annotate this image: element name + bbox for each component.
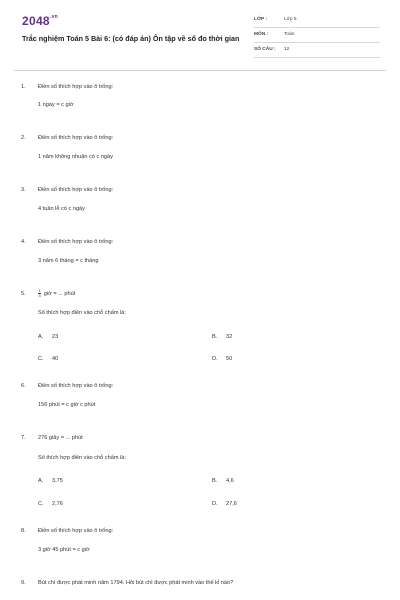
- question-text: Điền số thích hợp vào ô trống:: [38, 135, 114, 141]
- option-letter: D.: [212, 501, 218, 507]
- question-text: Điền số thích hợp vào ô trống:: [38, 528, 114, 534]
- document-title: Trắc nghiệm Toán 5 Bài 6: (có đáp án) Ôn tập về số đo thời gian: [22, 34, 240, 43]
- question-line: 4 tuần lễ có c ngày: [38, 206, 85, 212]
- question-number: 7.: [21, 435, 26, 441]
- option-value: 3,75: [52, 478, 63, 484]
- question-line: 1 năm không nhuận có c ngày: [38, 154, 113, 160]
- question-subtext: Số thích hợp điền vào chỗ chấm là:: [38, 455, 126, 461]
- option-b[interactable]: [212, 478, 234, 484]
- option-value: 2,76: [52, 501, 63, 507]
- meta-label: MÔN :: [254, 32, 269, 37]
- question-text: Điền số thích hợp vào ô trống:: [38, 239, 114, 245]
- question-text: 276 giây = ... phút: [38, 435, 83, 441]
- option-letter: A.: [38, 334, 44, 340]
- question-line: 1 ngày = c giờ: [38, 102, 74, 108]
- fraction: [38, 289, 41, 298]
- option-letter: A.: [38, 478, 44, 484]
- option-a[interactable]: [38, 478, 63, 484]
- question-number: 8.: [21, 528, 26, 534]
- option-letter: B.: [212, 334, 218, 340]
- option-letter: D.: [212, 356, 218, 362]
- question-subtext: Số thích hợp điền vào chỗ chấm là:: [38, 310, 126, 316]
- fraction-denominator: 4: [38, 293, 41, 298]
- question-number: 4.: [21, 239, 26, 245]
- logo-suffix: .vn: [49, 14, 59, 20]
- question-line: 3 năm 6 tháng = c tháng: [38, 258, 99, 264]
- worksheet-header: [0, 0, 400, 66]
- question-number: 3.: [21, 187, 26, 193]
- option-letter: C.: [38, 356, 44, 362]
- question-number: 9.: [21, 580, 26, 586]
- meta-value: Lớp 5: [284, 17, 297, 22]
- meta-value: Toán: [284, 32, 295, 37]
- option-value: 4,6: [226, 478, 234, 484]
- option-a[interactable]: [38, 334, 58, 340]
- question-number: 2.: [21, 135, 26, 141]
- option-letter: C.: [38, 501, 44, 507]
- option-value: 27,6: [226, 501, 237, 507]
- question-text-after-fraction: giờ = ... phút: [43, 290, 76, 297]
- header-divider: [14, 70, 386, 71]
- option-c[interactable]: [38, 356, 58, 362]
- option-d[interactable]: [212, 501, 237, 507]
- option-value: 50: [226, 356, 233, 362]
- question-text: [38, 289, 75, 298]
- option-value: 23: [52, 334, 59, 340]
- question-line: 3 giờ 45 phút = c giờ: [38, 547, 90, 553]
- option-letter: B.: [212, 478, 218, 484]
- question-text: Điền số thích hợp vào ô trống:: [38, 84, 114, 90]
- meta-row-subject: [254, 30, 380, 43]
- question-number: 1.: [21, 84, 26, 90]
- site-logo[interactable]: [22, 14, 58, 28]
- question-number: 5.: [21, 291, 26, 297]
- logo-text: 2048: [22, 14, 50, 28]
- meta-row-count: [254, 45, 380, 58]
- question-line: 156 phút = c giờ c phút: [38, 402, 96, 408]
- question-number: 6.: [21, 383, 26, 389]
- option-c[interactable]: [38, 501, 63, 507]
- option-d[interactable]: [212, 356, 232, 362]
- question-text: Điền số thích hợp vào ô trống:: [38, 187, 114, 193]
- fraction-numerator: 1: [38, 288, 41, 293]
- option-b[interactable]: [212, 334, 232, 340]
- meta-value: 12: [284, 47, 290, 52]
- meta-label: SỐ CÂU :: [254, 47, 276, 52]
- option-value: 40: [52, 356, 59, 362]
- option-value: 32: [226, 334, 233, 340]
- meta-label: LỚP :: [254, 17, 268, 22]
- meta-row-class: [254, 15, 380, 28]
- question-text: Điền số thích hợp vào ô trống:: [38, 383, 114, 389]
- question-text: Bút chì được phát minh năm 1794. Hỏi bút chì được phát minh vào thế kỉ nào?: [38, 580, 234, 586]
